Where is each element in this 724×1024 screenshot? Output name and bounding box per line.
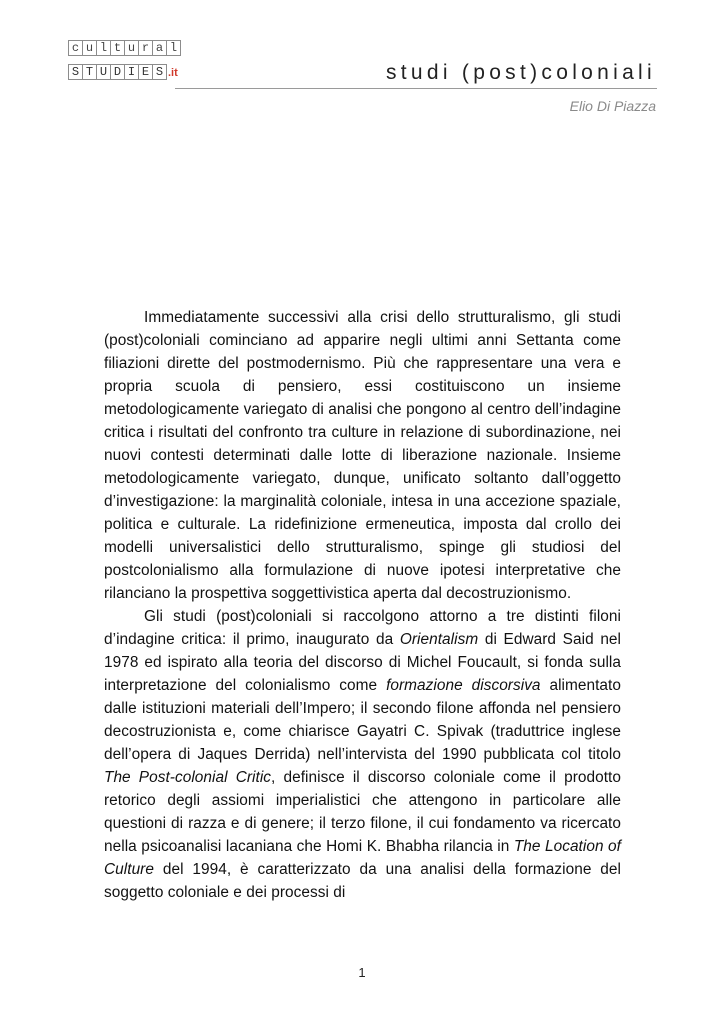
italic-title-location-of-culture: The Location of Culture: [104, 838, 621, 878]
page-title: studi (post)coloniali: [385, 61, 656, 84]
header-divider: [175, 88, 657, 89]
logo-letter: S: [152, 64, 167, 80]
logo-letter: T: [82, 64, 97, 80]
logo-letter: l: [166, 40, 181, 56]
logo-row-studies: [68, 64, 180, 81]
paragraph-text: di Edward Said nel 1978 ed ispirato alla teoria del discorso di Michel Foucault, si fonda sulla interpretazione del colonialismo come: [104, 631, 622, 694]
logo-suffix: .it: [168, 67, 178, 79]
logo-letter: D: [110, 64, 125, 80]
logo-letter: c: [68, 40, 83, 56]
paragraph-2: [104, 605, 621, 904]
document-body: [104, 306, 621, 904]
paragraph-text: , definisce il discorso coloniale come il prodotto retorico degli assiomi imperialistici che attengono in particolare alle questioni di razza e di genere; il terzo filone, il cui fondamento va ricercato nella psicoanalisi lacaniana che Homi K. Bhabha rilancia in: [104, 769, 621, 855]
logo-row-cultural: [68, 40, 180, 56]
cultural-studies-logo: [68, 40, 180, 81]
logo-letter: a: [152, 40, 167, 56]
paragraph-text: Gli studi (post)coloniali si raccolgono attorno a tre distinti filoni d’indagine critica: il primo, inaugurato da: [104, 608, 621, 648]
logo-letter: u: [124, 40, 139, 56]
logo-letter: r: [138, 40, 153, 56]
paragraph-text: alimentato dalle istituzioni materiali dell’Impero; il secondo filone affonda nel pensiero decostruzionista e, come chiarisce Gayatri C. Spivak (traduttrice inglese dell’opera di Jaques Derrida) nell’intervista del 1990 pubblicata col titolo: [104, 677, 621, 763]
logo-letter: E: [138, 64, 153, 80]
italic-title-post-colonial-critic: The Post-colonial Critic: [104, 769, 272, 786]
italic-term: formazione discorsiva: [386, 677, 541, 694]
logo-letter: S: [68, 64, 83, 80]
logo-letter: u: [82, 40, 97, 56]
author-name: Elio Di Piazza: [569, 98, 656, 114]
logo-letter: I: [124, 64, 139, 80]
logo-letter: U: [96, 64, 111, 80]
paragraph-text: Immediatamente successivi alla crisi dello strutturalismo, gli studi (post)coloniali cominciano ad apparire negli ultimi anni Settanta come filiazioni dirette del postmodernismo. Più che rappresentare una vera e propria scuola di pensiero, essi costituiscono un insieme metodologicamente variegato di analisi che pongono al centro dell’indagine critica i risultati del confronto tra culture in relazione di subordinazione, nei nuovi contesti determinati dalle lotte di liberazione nazionale. Insieme metodologicamente variegato, dunque, unificato soltanto dall’oggetto d’investigazione: la marginalità coloniale, intesa in una accezione spaziale, politica e culturale. La ridefinizione ermeneutica, imposta dal crollo dei modelli universalistici dello strutturalismo, spinge gli studiosi del postcolonialismo alla formulazione di nuove ipotesi interpretative che rilanciano la prospettiva soggettivistica aperta dal decostruzionismo.: [104, 309, 621, 602]
paragraph-1: [104, 306, 621, 605]
paragraph-text: del 1994, è caratterizzato da una analisi della formazione del soggetto coloniale e dei processi di: [104, 861, 621, 901]
logo-letter: l: [96, 40, 111, 56]
italic-title-orientalism: Orientalism: [399, 631, 479, 648]
page-number: 1: [358, 965, 366, 980]
logo-letter: t: [110, 40, 125, 56]
